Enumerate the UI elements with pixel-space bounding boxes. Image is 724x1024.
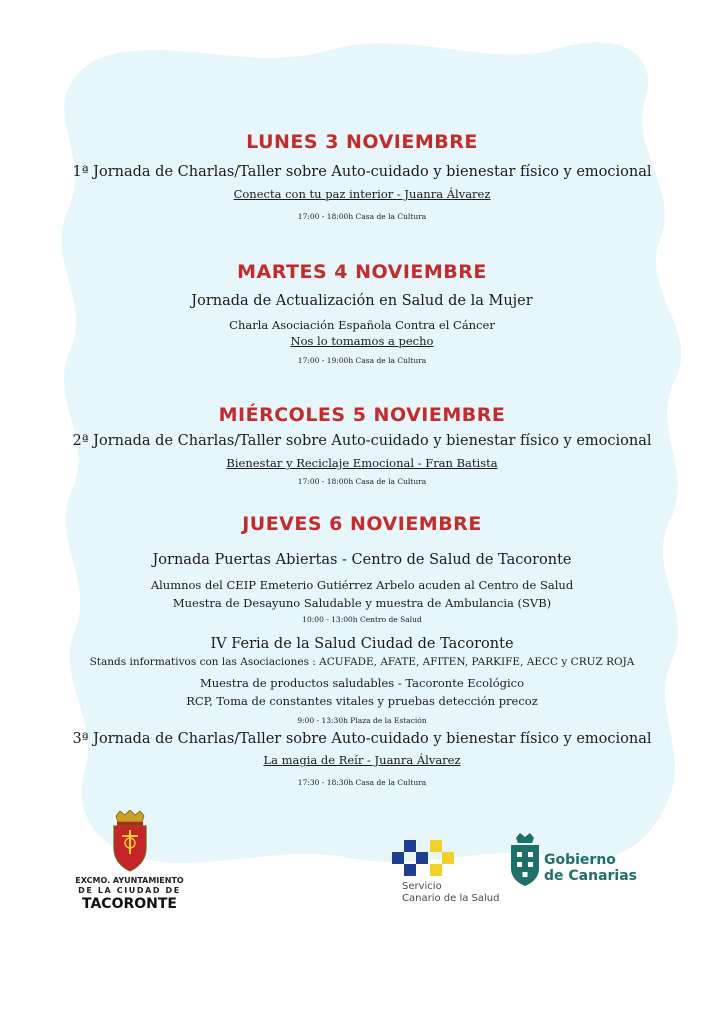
session-detail: Muestra de Desayuno Saludable y muestra de Ambulancia (SVB) bbox=[172, 596, 552, 610]
coat-of-arms-icon bbox=[110, 810, 150, 872]
session-title: 3ª Jornada de Charlas/Taller sobre Auto-cuidado y bienestar físico y emocional bbox=[72, 731, 652, 747]
day-heading-lunes: LUNES 3 NOVIEMBRE bbox=[246, 131, 478, 153]
talk-link[interactable]: Bienestar y Reciclaje Emocional - Fran Batista bbox=[226, 456, 498, 470]
scs-line2: Canario de la Salud bbox=[402, 893, 500, 904]
talk-organizer: Charla Asociación Española Contra el Cáncer bbox=[229, 318, 495, 332]
tacoronte-line3: TACORONTE bbox=[82, 896, 177, 912]
tacoronte-logo[interactable] bbox=[72, 810, 187, 915]
session-time: 17:30 - 18:30h Casa de la Cultura bbox=[297, 778, 427, 787]
session-time: 17:00 - 18:00h Casa de la Cultura bbox=[297, 477, 427, 486]
session-detail: Stands informativos con las Asociaciones : ACUFADE, AFATE, AFITEN, PARKIFE, AECC y CRUZ ROJA bbox=[89, 656, 635, 668]
day-heading-miercoles: MIÉRCOLES 5 NOVIEMBRE bbox=[218, 404, 506, 426]
session-time: 17:00 - 19:00h Casa de la Cultura bbox=[297, 356, 427, 365]
scs-logo[interactable] bbox=[388, 840, 508, 910]
session-title: Jornada Puertas Abiertas - Centro de Salud de Tacoronte bbox=[152, 552, 572, 568]
session-time: 9:00 - 13:30h Plaza de la Estación bbox=[297, 716, 427, 725]
session-detail: Muestra de productos saludables - Tacoronte Ecológico bbox=[199, 676, 525, 690]
session-time: 10:00 - 13:00h Centro de Salud bbox=[302, 615, 422, 624]
session-title: Jornada de Actualización en Salud de la Mujer bbox=[191, 293, 533, 309]
session-detail: Alumnos del CEIP Emeterio Gutiérrez Arbelo acuden al Centro de Salud bbox=[150, 578, 574, 592]
canarias-shield-icon bbox=[508, 832, 542, 886]
talk-link[interactable]: Conecta con tu paz interior - Juanra Álvarez bbox=[233, 187, 491, 201]
session-title: IV Feria de la Salud Ciudad de Tacoronte bbox=[210, 636, 514, 652]
tacoronte-line2: DE LA CIUDAD DE bbox=[78, 886, 181, 895]
session-title: 2ª Jornada de Charlas/Taller sobre Auto-cuidado y bienestar físico y emocional bbox=[72, 433, 652, 449]
scs-checker-icon bbox=[390, 840, 456, 882]
canarias-line1: Gobierno bbox=[544, 852, 616, 868]
gobierno-canarias-logo[interactable] bbox=[508, 832, 638, 892]
session-time: 17:00 - 18:00h Casa de la Cultura bbox=[297, 212, 427, 221]
talk-link[interactable]: Nos lo tomamos a pecho bbox=[290, 334, 434, 348]
talk-link[interactable]: La magia de Reír - Juanra Álvarez bbox=[263, 753, 461, 767]
session-title: 1ª Jornada de Charlas/Taller sobre Auto-cuidado y bienestar físico y emocional bbox=[72, 164, 652, 180]
session-detail: RCP, Toma de constantes vitales y pruebas detección precoz bbox=[186, 694, 538, 708]
day-heading-martes: MARTES 4 NOVIEMBRE bbox=[237, 261, 487, 283]
canarias-line2: de Canarias bbox=[544, 868, 638, 884]
tacoronte-line1: EXCMO. AYUNTAMIENTO bbox=[75, 876, 184, 885]
day-heading-jueves: JUEVES 6 NOVIEMBRE bbox=[242, 513, 482, 535]
scs-line1: Servicio bbox=[402, 881, 442, 892]
